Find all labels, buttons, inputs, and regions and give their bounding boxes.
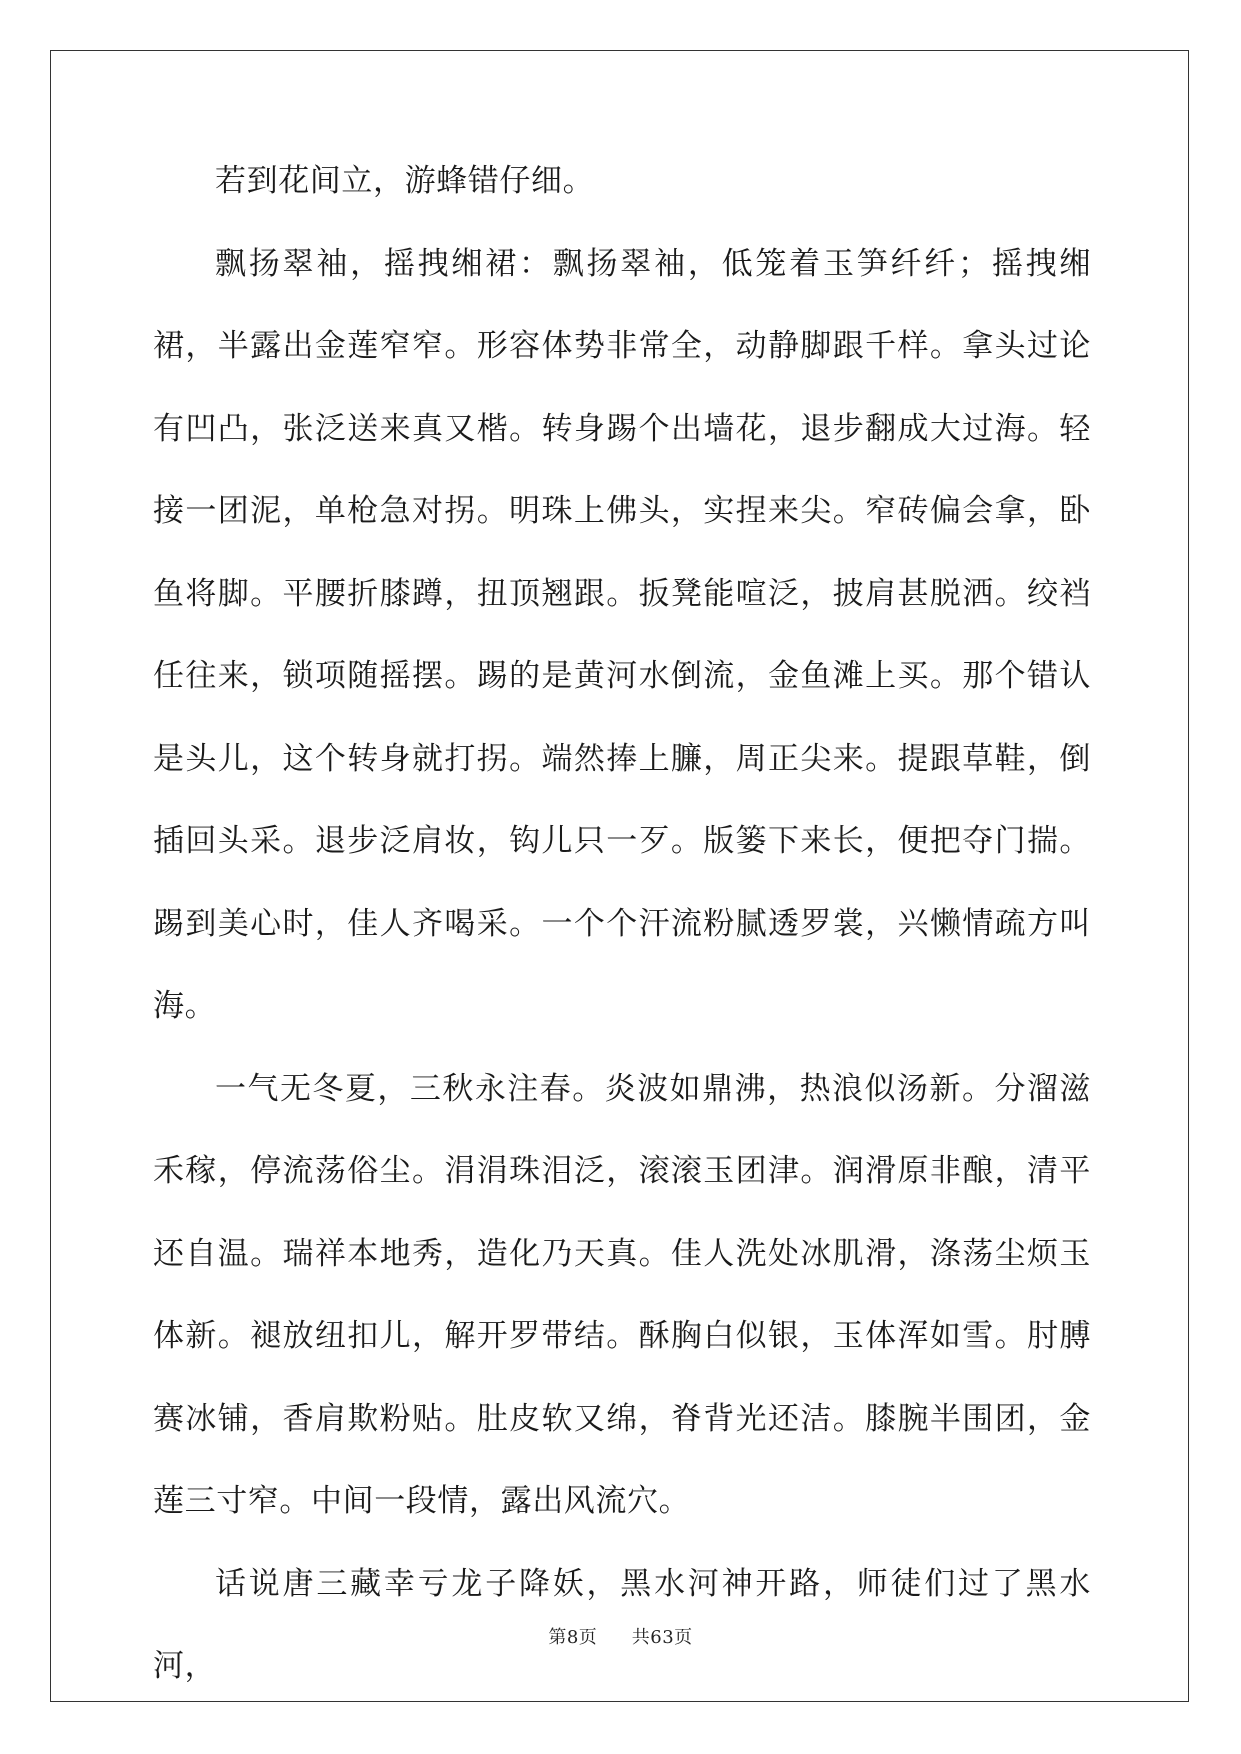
page-number: 第8页 bbox=[548, 1627, 598, 1648]
paragraph-4: 话说唐三藏幸亏龙子降妖，黑水河神开路，师徒们过了黑水河， bbox=[153, 1565, 1091, 1684]
paragraph-1: 若到花间立，游蜂错仔细。 bbox=[215, 163, 595, 199]
page-footer bbox=[0, 1623, 1241, 1649]
paragraph-3: 一气无冬夏，三秋永注春。炎波如鼎沸，热浪似汤新。分溜滋禾稼，停流荡俗尘。涓涓珠泪泛，滚滚玉团津。润滑原非酿，清平还自温。瑞祥本地秀，造化乃天真。佳人洗处冰肌滑，涤荡尘烦玉体新。褪放纽扣儿，解开罗带结。酥胸白似银，玉体浑如雪。肘膊赛冰铺，香肩欺粉贴。肚皮软又绵，脊背光还洁。膝腕半围团，金莲三寸窄。中间一段情，露出风流穴。 bbox=[153, 1070, 1091, 1519]
total-pages: 共63页 bbox=[631, 1627, 693, 1648]
document-body bbox=[153, 162, 1091, 1708]
paragraph-2: 飘扬翠袖，摇拽缃裙：飘扬翠袖，低笼着玉笋纤纤；摇拽缃裙，半露出金莲窄窄。形容体势非常全，动静脚跟千样。拿头过论有凹凸，张泛送来真又楷。转身踢个出墙花，退步翻成大过海。轻接一团泥，单枪急对拐。明珠上佛头，实捏来尖。窄砖偏会拿，卧鱼将脚。平腰折膝蹲，扭顶翘跟。扳凳能喧泛，披肩甚脱洒。绞裆任往来，锁项随摇摆。踢的是黄河水倒流，金鱼滩上买。那个错认是头儿，这个转身就打拐。端然捧上臁，周正尖来。提跟草鞋，倒插回头采。退步泛肩妆，钩儿只一歹。版篓下来长，便把夺门揣。踢到美心时，佳人齐喝采。一个个汗流粉腻透罗裳，兴懒情疏方叫海。 bbox=[153, 245, 1091, 1024]
